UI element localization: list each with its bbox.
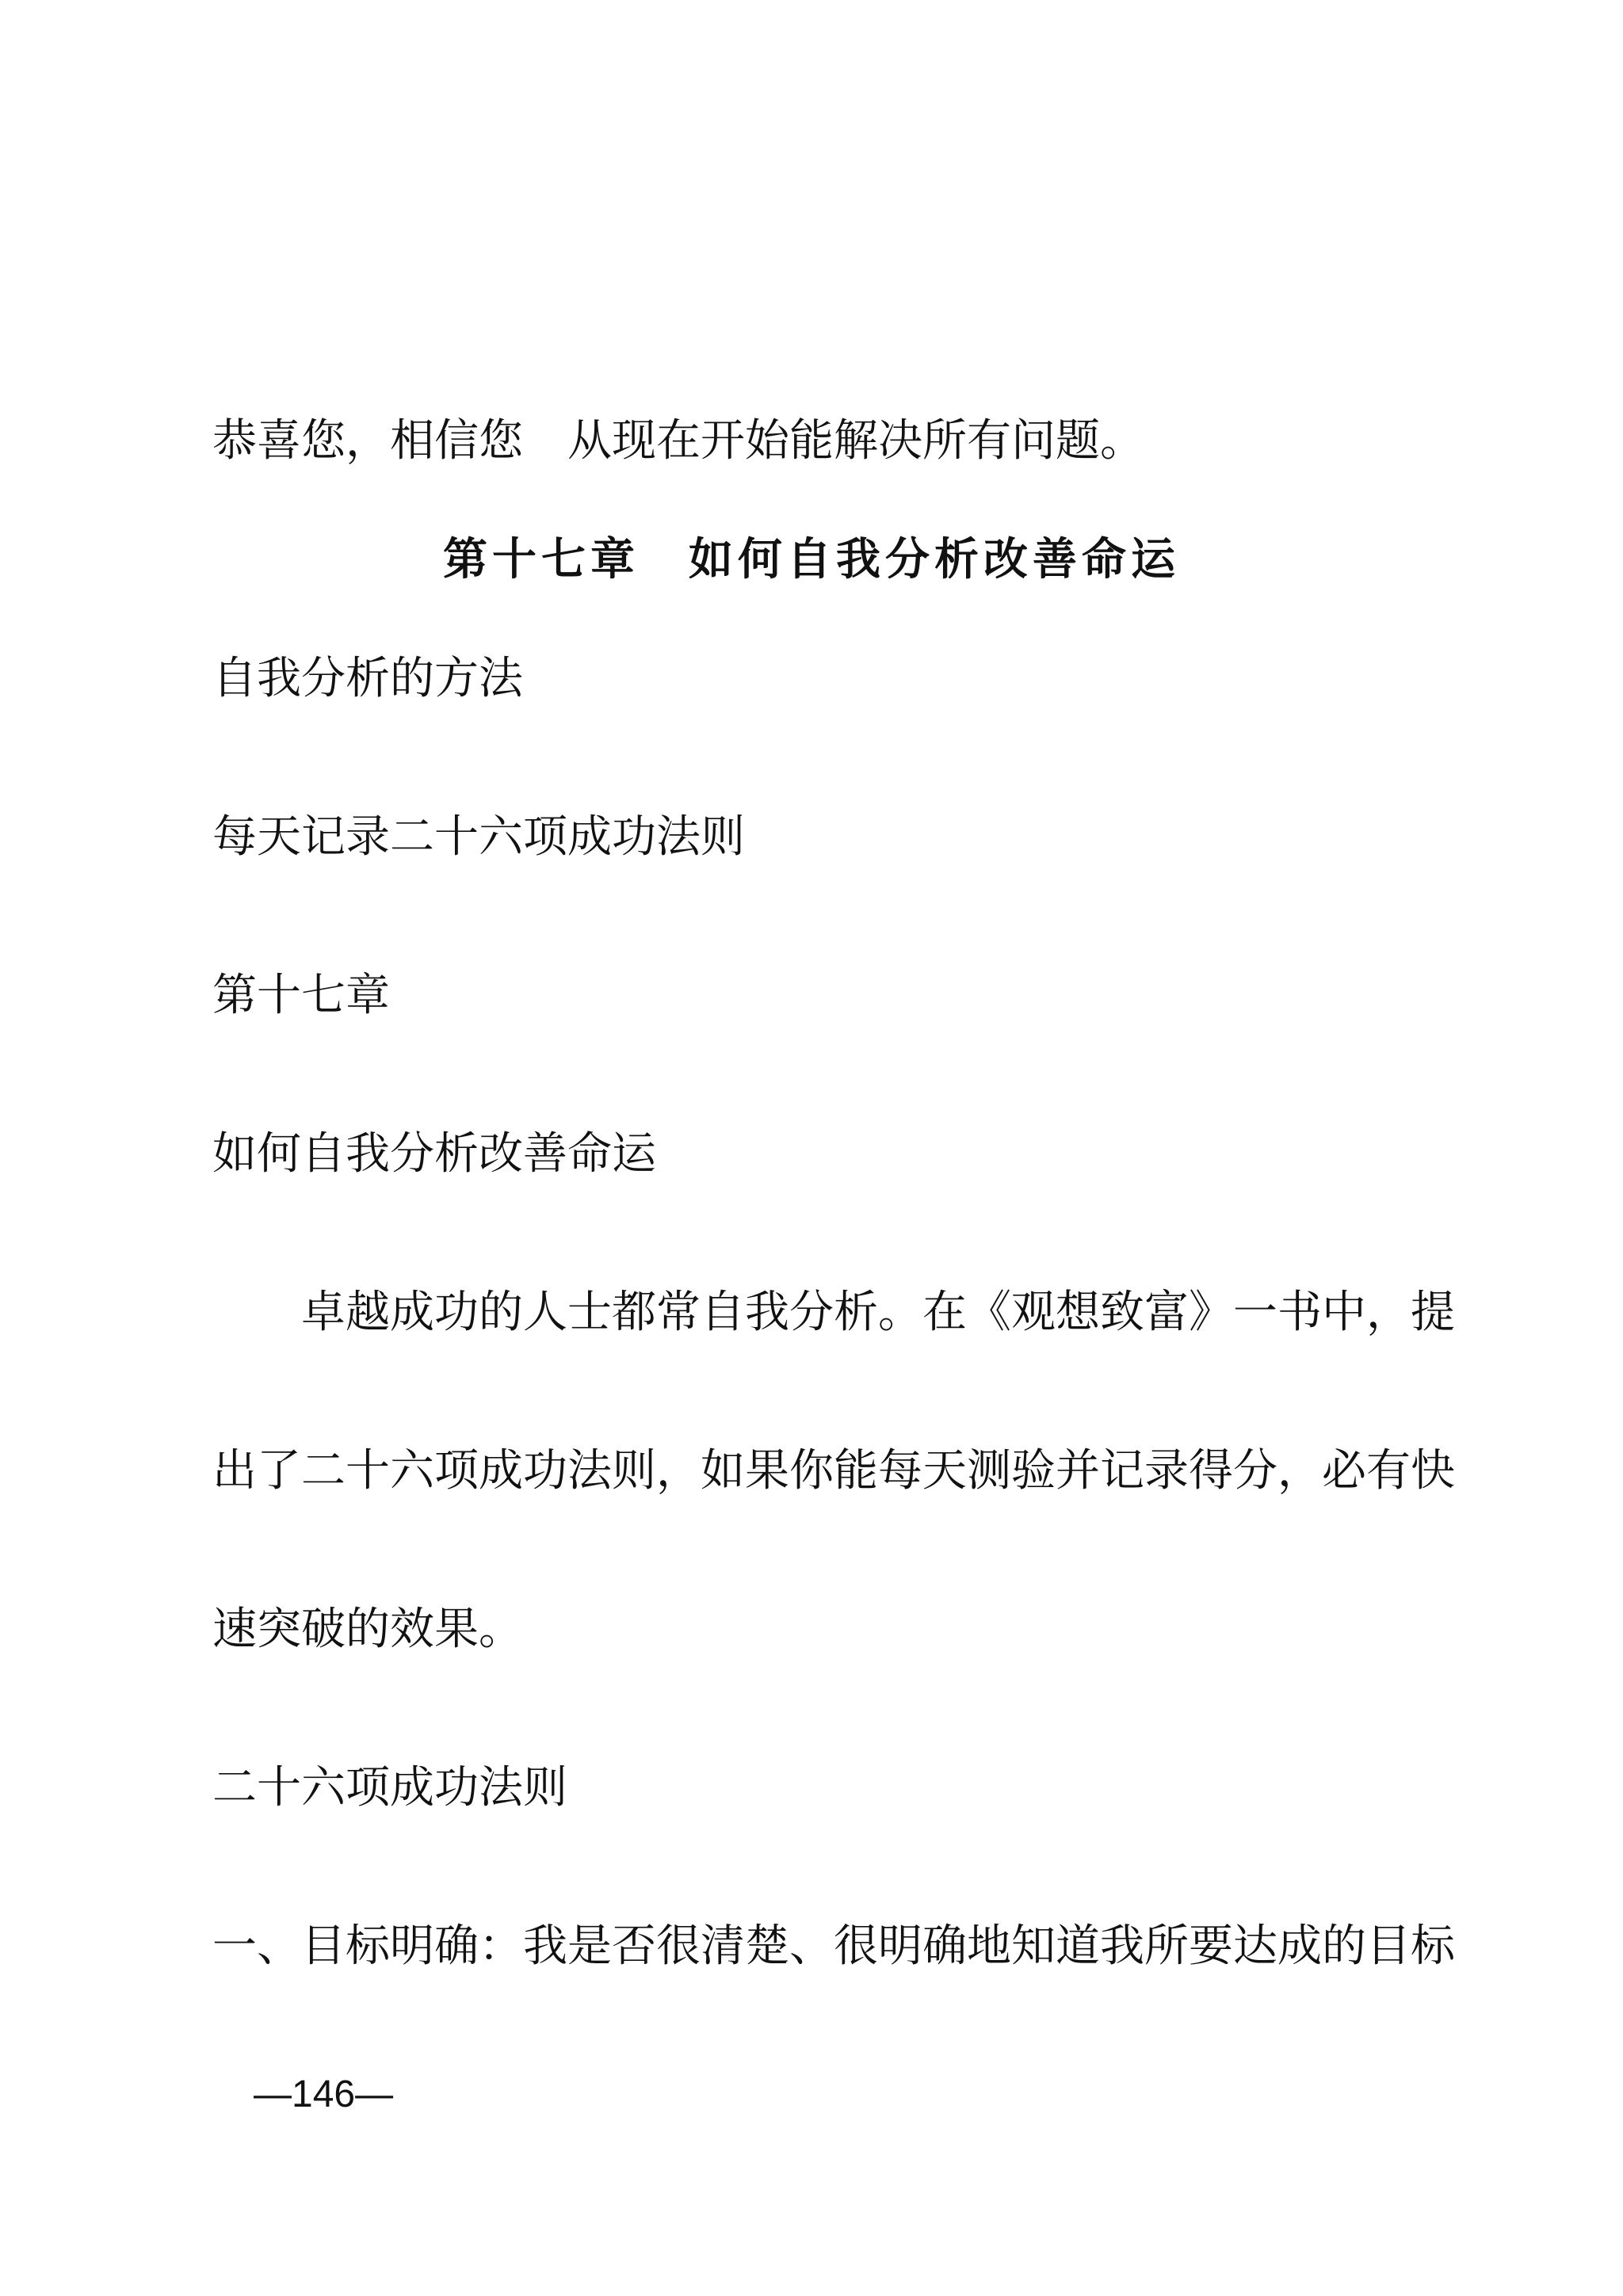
paragraph-line-2: 出了二十六项成功法则，如果你能每天测验并记录得分，必有快 xyxy=(212,1445,1455,1497)
section-title-daily-record: 每天记录二十六项成功法则 xyxy=(212,811,745,863)
section-title-rules: 二十六项成功法则 xyxy=(212,1762,567,1814)
intro-line: 恭喜您，相信您 从现在开始能解决所有问题。 xyxy=(212,415,1144,467)
chapter-label: 第十七章 xyxy=(212,970,390,1021)
section-title-method: 自我分析的方法 xyxy=(212,653,523,704)
paragraph-line-1: 卓越成功的人士都常自我分析。在《观想致富》一书中，提 xyxy=(301,1287,1455,1338)
rule-item-1: 一、目标明确：我是否很清楚、很明确地知道我所要达成的目标 xyxy=(212,1920,1455,1972)
page-number: —146— xyxy=(254,2073,394,2115)
chapter-heading: 第十七章 如何自我分析改善命运 xyxy=(443,534,1180,585)
paragraph-line-3: 速突破的效果。 xyxy=(212,1604,523,1655)
chapter-subtitle: 如何自我分析改善命运 xyxy=(212,1128,656,1180)
